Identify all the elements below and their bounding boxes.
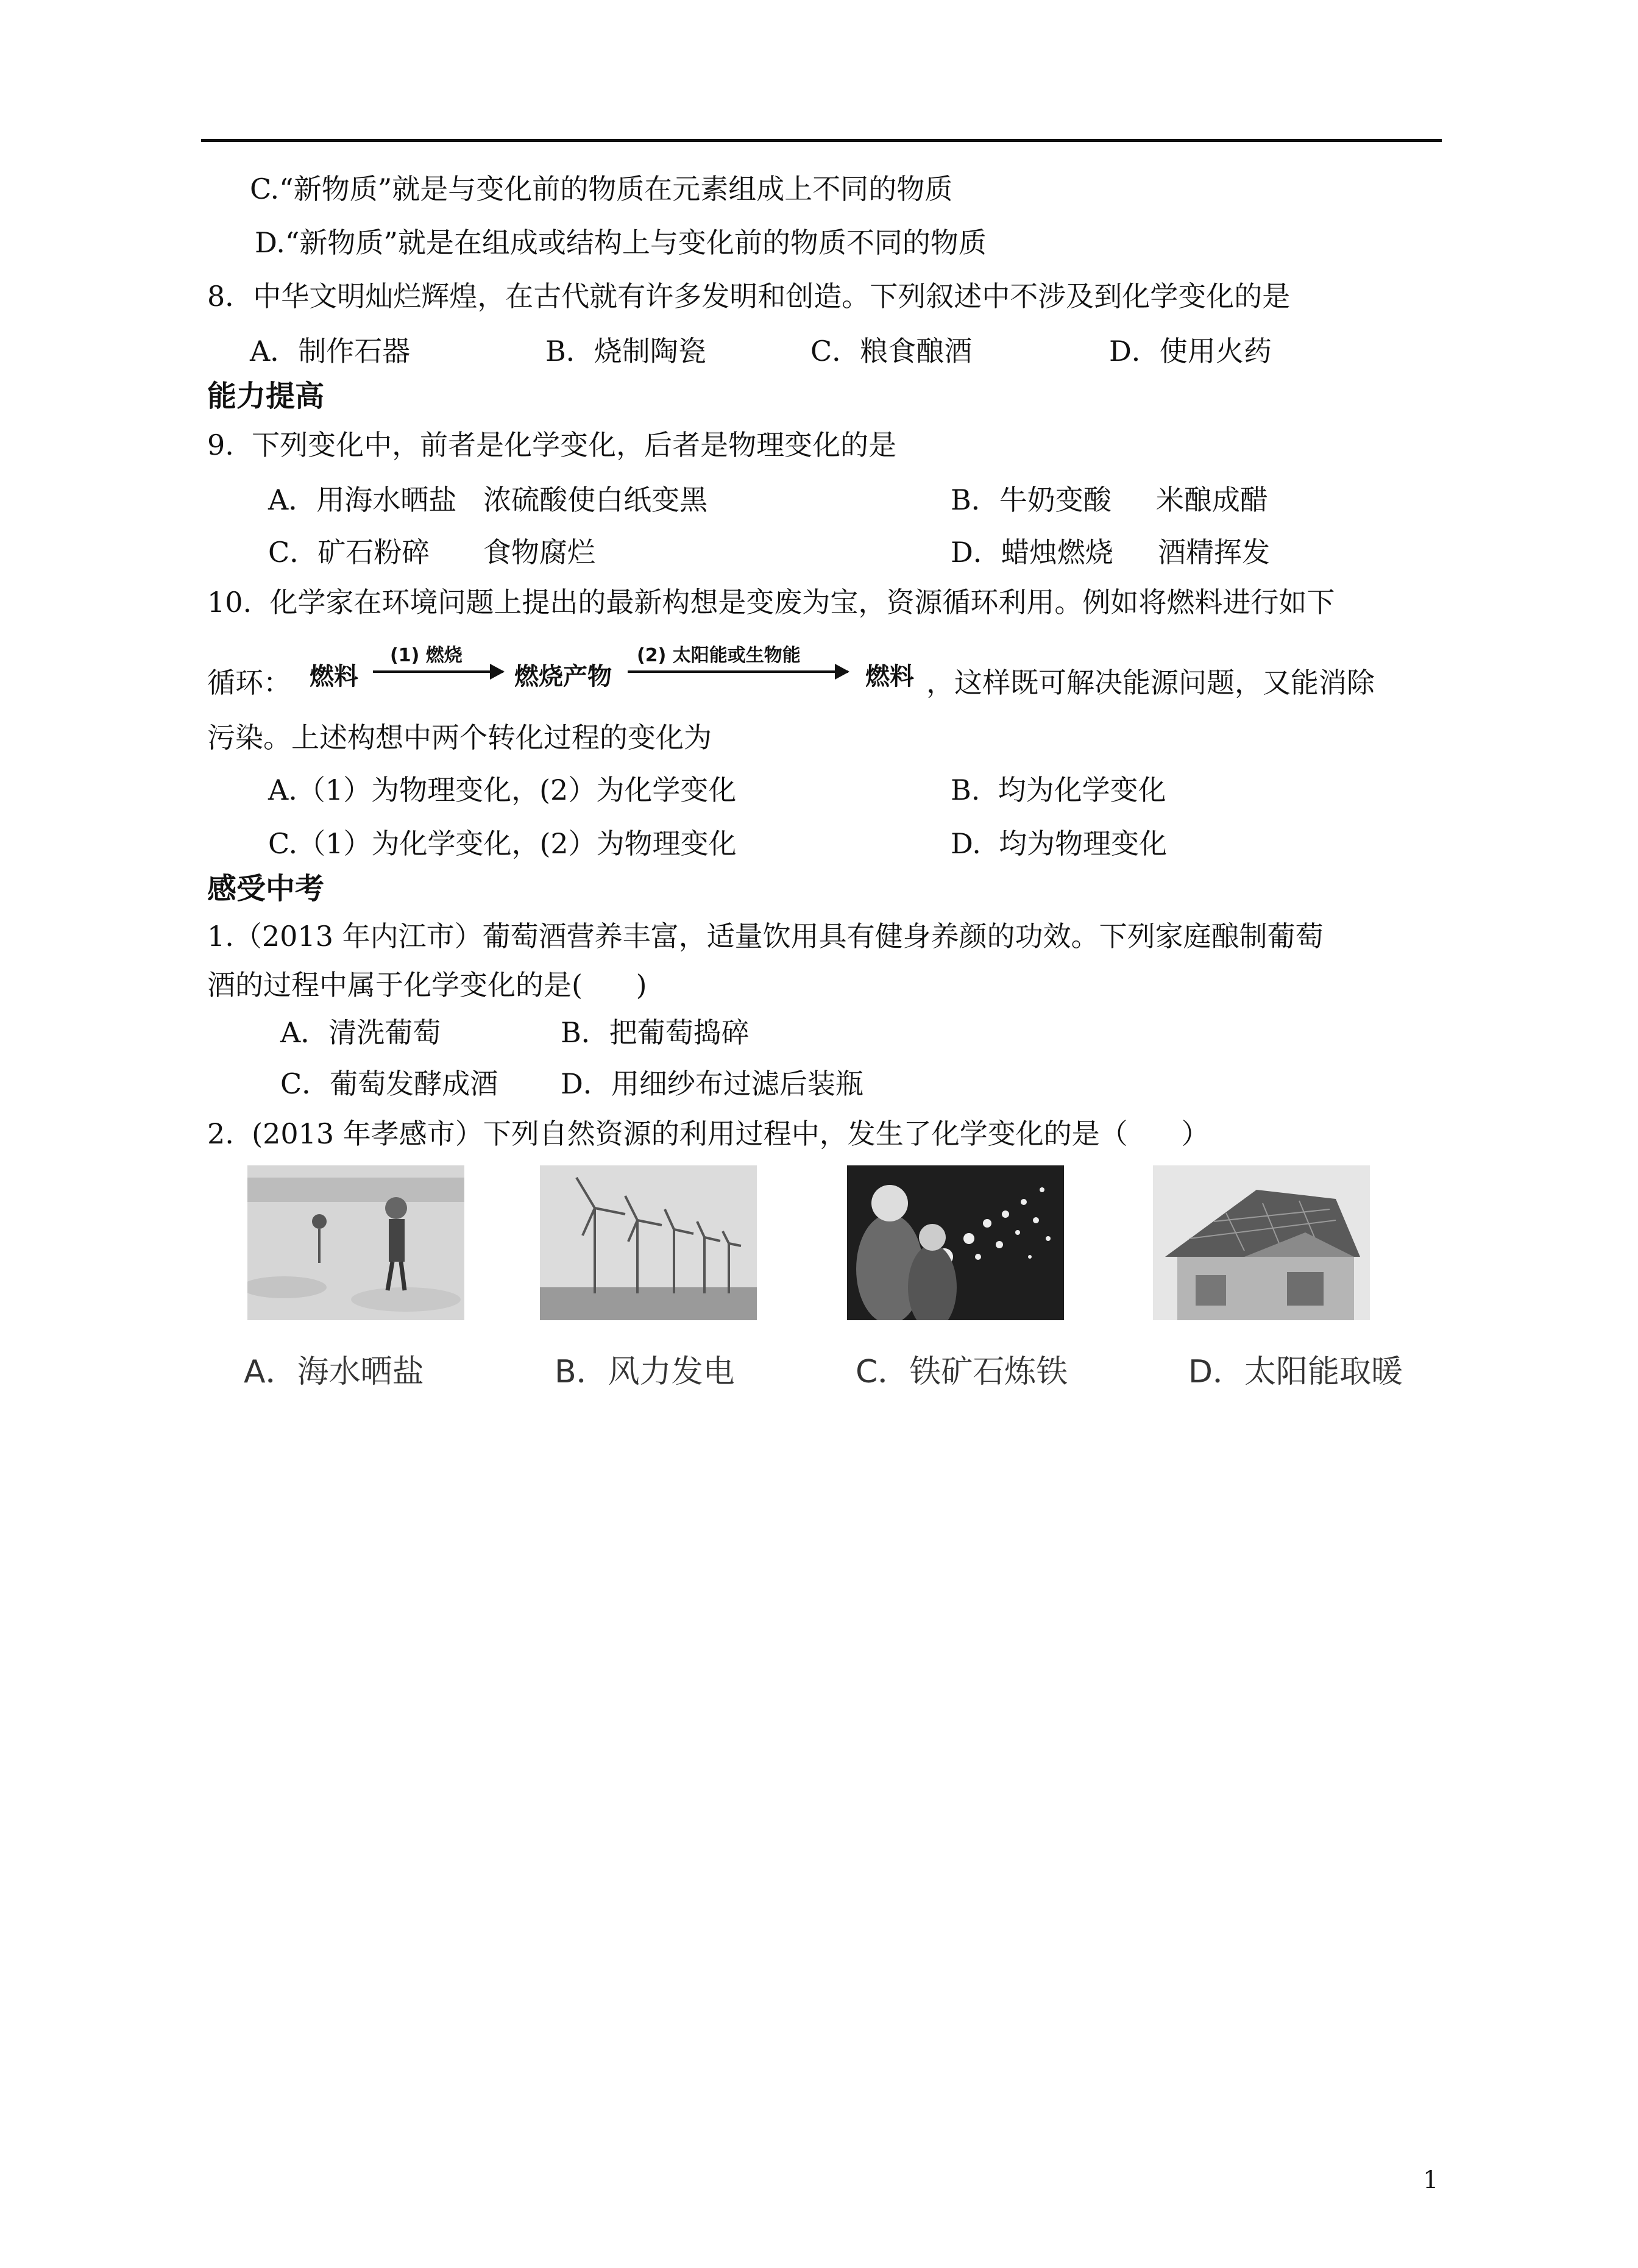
q7-option-d: D.“新物质”就是在组成或结构上与变化前的物质不同的物质 — [255, 226, 987, 259]
q9-stem: 9. 下列变化中，前者是化学变化，后者是物理变化的是 — [207, 428, 897, 461]
q8-option-c: C．粮食酿酒 — [810, 335, 973, 368]
caption-d: D．太阳能取暖 — [1188, 1354, 1403, 1390]
caption-a: A．海水晒盐 — [244, 1354, 424, 1390]
q10-option-d: D. 均为物理变化 — [951, 827, 1168, 860]
q10-cycle-prefix: 循环： — [207, 666, 291, 699]
salt-field-photo — [247, 1165, 464, 1320]
k1-stem-line1: 1.（2013 年内江市）葡萄酒营养丰富，适量饮用具有健身养颜的功效。下列家庭酿制葡萄 — [207, 920, 1324, 953]
diagram-step1-label: (1) 燃烧 — [390, 645, 463, 666]
q10-option-b: B. 均为化学变化 — [951, 773, 1166, 806]
caption-c: C．铁矿石炼铁 — [856, 1354, 1068, 1390]
page-number: 1 — [1423, 2166, 1439, 2194]
diagram-product: 燃烧产物 — [514, 663, 612, 691]
q8-option-b: B．烧制陶瓷 — [545, 335, 706, 368]
section-heading-exam: 感受中考 — [207, 872, 325, 906]
q7-option-c: C.“新物质”就是与变化前的物质在元素组成上不同的物质 — [250, 172, 953, 205]
diagram-arrow-2 — [628, 670, 848, 673]
q8-stem: 8．中华文明灿烂辉煌，在古代就有许多发明和创造。下列叙述中不涉及到化学变化的是 — [207, 280, 1291, 313]
q10-cycle-suffix: ，这样既可解决能源问题，又能消除 — [926, 666, 1375, 699]
q10-option-c: C.（1）为化学变化，(2）为物理变化 — [268, 827, 737, 860]
k1-option-c: C．葡萄发酵成酒 — [280, 1067, 498, 1100]
k1-option-b: B．把葡萄捣碎 — [561, 1016, 750, 1049]
iron-smelting-photo — [847, 1165, 1064, 1320]
diagram-fuel-start: 燃料 — [310, 663, 358, 691]
section-heading-ability: 能力提高 — [207, 379, 325, 413]
fuel-cycle-diagram — [305, 640, 932, 695]
q9-option-d: D．蜡烛燃烧 酒精挥发 — [951, 536, 1270, 569]
k1-option-d: D．用细纱布过滤后装瓶 — [561, 1067, 863, 1100]
q8-option-d: D．使用火药 — [1109, 335, 1272, 368]
q9-option-b: B．牛奶变酸 米酿成醋 — [951, 483, 1268, 516]
caption-b: B．风力发电 — [555, 1354, 735, 1390]
q10-stem: 10. 化学家在环境问题上提出的最新构想是变废为宝，资源循环利用。例如将燃料进行如下 — [207, 586, 1335, 619]
q9-option-c: C．矿石粉碎 食物腐烂 — [268, 536, 595, 569]
diagram-step2-label: (2) 太阳能或生物能 — [637, 645, 801, 666]
q10-option-a: A.（1）为物理变化，(2）为化学变化 — [268, 773, 737, 806]
solar-house-photo — [1153, 1165, 1370, 1320]
diagram-fuel-end: 燃料 — [865, 663, 914, 691]
wind-turbine-photo — [540, 1165, 757, 1320]
k2-stem: 2. (2013 年孝感市）下列自然资源的利用过程中，发生了化学变化的是（ ） — [207, 1117, 1210, 1150]
q8-option-a: A．制作石器 — [250, 335, 411, 368]
k1-option-a: A．清洗葡萄 — [280, 1016, 441, 1049]
diagram-arrow-1 — [373, 670, 503, 673]
q9-option-a: A．用海水晒盐 浓硫酸使白纸变黑 — [268, 483, 708, 516]
k1-stem-line2: 酒的过程中属于化学变化的是( ) — [207, 969, 647, 1001]
header-rule — [201, 139, 1442, 142]
q10-stem-end: 污染。上述构想中两个转化过程的变化为 — [207, 721, 712, 754]
